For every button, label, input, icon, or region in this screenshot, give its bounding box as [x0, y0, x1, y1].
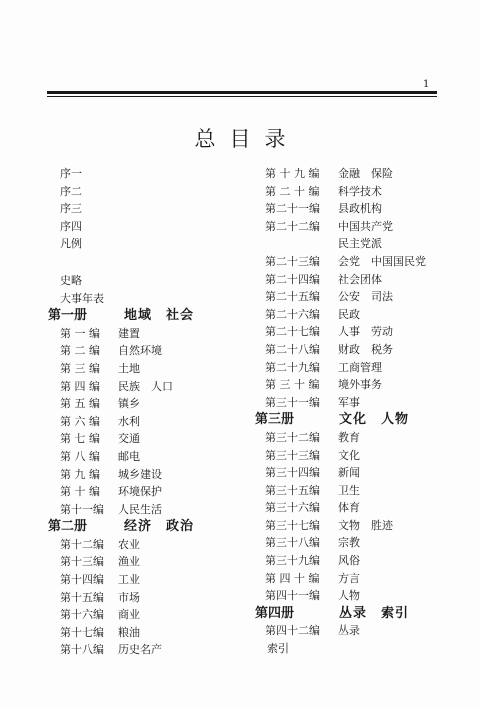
entry-title: 金融 保险: [338, 167, 393, 180]
entry-title: 体育: [338, 501, 360, 515]
toc-entry: [255, 517, 455, 535]
entry-title: 民族 人口: [118, 379, 173, 393]
entry-number: 第二十七编: [265, 325, 320, 339]
entry-title: 文化: [338, 448, 360, 462]
entry-number: 第三十八编: [265, 536, 320, 550]
toc-entry: [48, 200, 238, 218]
toc-right-column: [255, 165, 455, 658]
entry-number: 第三十七编: [265, 518, 320, 532]
toc-entry: [48, 483, 238, 501]
entry-title: 中国共产党: [338, 219, 393, 233]
toc-entry: [255, 429, 455, 447]
entry-title: 人民生活: [118, 502, 162, 516]
entry-number: 第三十六编: [265, 501, 320, 515]
entry-number: 第三十一编: [265, 395, 320, 409]
entry-title: 工商管理: [338, 360, 382, 374]
entry-number: 第 三 十 编: [265, 378, 320, 392]
volume-heading: [255, 411, 455, 429]
toc-entry: [48, 360, 238, 378]
entry-number: 第十八编: [60, 643, 104, 657]
entry-number: 第二十五编: [265, 290, 320, 304]
toc-entry: [48, 183, 238, 201]
entry-title: 渔业: [118, 555, 140, 569]
volume-label: 第四册: [255, 605, 295, 621]
toc-entry: [48, 395, 238, 413]
entry-number: 索引: [267, 642, 289, 656]
entry-number: 第 十 编: [60, 485, 100, 499]
toc-entry: [255, 394, 455, 412]
toc-entry: [255, 235, 455, 253]
toc-entry: [48, 165, 238, 183]
toc-entry: [255, 464, 455, 482]
volume-label: 第一册: [48, 308, 88, 324]
entry-number: 第二十六编: [265, 307, 320, 321]
entry-number: 第二十九编: [265, 360, 320, 374]
toc-entry: [48, 342, 238, 360]
toc-entry: [255, 534, 455, 552]
volume-title: 丛录 索引: [339, 605, 410, 621]
entry-number: 第十一编: [60, 502, 104, 516]
toc-entry: [255, 253, 455, 271]
entry-number: 凡例: [60, 237, 82, 251]
entry-number: 史略: [60, 273, 82, 287]
entry-number: 第 三 编: [60, 361, 100, 375]
entry-title: 方言: [338, 571, 360, 585]
entry-number: 第 十 九 编: [265, 167, 320, 180]
entry-number: 第 二 编: [60, 344, 100, 358]
toc-entry: [255, 218, 455, 236]
toc-entry: [255, 447, 455, 465]
entry-title: 宗教: [338, 536, 360, 550]
entry-title: 风俗: [338, 554, 360, 568]
entry-title: 公安 司法: [338, 290, 393, 304]
toc-entry: [255, 482, 455, 500]
volume-title: 文化 人物: [339, 412, 410, 428]
toc-entry: [255, 200, 455, 218]
entry-title: 农业: [118, 537, 140, 551]
entry-title: 自然环境: [118, 344, 162, 358]
toc-entry: [255, 306, 455, 324]
entry-number: 第三十三编: [265, 448, 320, 462]
toc-entry: [255, 622, 455, 640]
volume-heading: [255, 605, 455, 623]
header-rule-thin: [47, 96, 437, 97]
entry-number: 第二十四编: [265, 272, 320, 286]
toc-entry: [48, 413, 238, 431]
entry-number: 序四: [60, 219, 82, 233]
entry-title: 财政 税务: [338, 342, 393, 356]
entry-number: 第 六 编: [60, 414, 100, 428]
toc-entry: [255, 376, 455, 394]
toc-entry: [48, 589, 238, 607]
entry-title: 新闻: [338, 466, 360, 480]
entry-title: 境外事务: [338, 378, 382, 392]
toc-entry: [255, 587, 455, 605]
entry-number: 大事年表: [60, 291, 104, 305]
entry-title: 市场: [118, 590, 140, 604]
toc-entry: [255, 640, 455, 658]
toc-entry: [48, 501, 238, 519]
toc-entry: [255, 499, 455, 517]
entry-number: 第十三编: [60, 555, 104, 569]
entry-number: 第二十八编: [265, 342, 320, 356]
entry-number: 第十七编: [60, 625, 104, 639]
toc-entry: [48, 641, 238, 659]
toc-entry: [48, 218, 238, 236]
entry-title: 环境保护: [118, 485, 162, 499]
entry-title: 粮油: [118, 625, 140, 639]
toc-entry: [48, 272, 238, 290]
toc-entry: [255, 359, 455, 377]
toc-entry: [48, 235, 238, 253]
toc-entry: [48, 571, 238, 589]
entry-title: 建置: [118, 326, 140, 340]
entry-number: 第 五 编: [60, 397, 100, 411]
entry-number: 第三十九编: [265, 554, 320, 568]
entry-title: 卫生: [338, 483, 360, 497]
toc-entry: [255, 341, 455, 359]
entry-number: 第 七 编: [60, 432, 100, 446]
toc-entry: [255, 271, 455, 289]
volume-heading: [48, 307, 238, 325]
entry-number: 第三十四编: [265, 466, 320, 480]
entry-number: 第 二 十 编: [265, 184, 320, 198]
toc-entry: [48, 430, 238, 448]
entry-title: 民主党派: [338, 237, 382, 251]
entry-number: 第三十二编: [265, 430, 320, 444]
entry-number: 序一: [60, 167, 82, 180]
toc-entry: [48, 448, 238, 466]
volume-title: 经济 政治: [124, 519, 195, 535]
toc-left-column: [48, 165, 238, 659]
entry-title: 军事: [338, 395, 360, 409]
toc-entry: [255, 183, 455, 201]
toc-entry: [48, 553, 238, 571]
entry-number: 第 九 编: [60, 467, 100, 481]
volume-label: 第三册: [255, 412, 295, 428]
entry-title: 文物 胜迹: [338, 518, 393, 532]
toc-entry: [48, 466, 238, 484]
entry-title: 丛录: [338, 624, 360, 638]
toc-entry: [48, 378, 238, 396]
entry-title: 社会团体: [338, 272, 382, 286]
entry-number: 序三: [60, 202, 82, 216]
entry-title: 土地: [118, 361, 140, 375]
toc-entry: [48, 325, 238, 343]
volume-label: 第二册: [48, 519, 88, 535]
page-title: 总目录: [194, 127, 300, 151]
entry-number: 第十六编: [60, 608, 104, 622]
toc-entry: [48, 290, 238, 308]
entry-number: 序二: [60, 184, 82, 198]
entry-number: 第十四编: [60, 573, 104, 587]
entry-number: 第三十五编: [265, 483, 320, 497]
entry-number: 第四十二编: [265, 624, 320, 638]
entry-number: 第 八 编: [60, 449, 100, 463]
entry-number: 第 一 编: [60, 326, 100, 340]
volume-heading: [48, 518, 238, 536]
entry-title: 镇乡: [118, 397, 140, 411]
entry-title: 历史名产: [118, 643, 162, 657]
entry-title: 工业: [118, 573, 140, 587]
toc-entry: [48, 536, 238, 554]
header-rule-thick: [47, 91, 437, 94]
volume-title: 地域 社会: [124, 308, 195, 324]
entry-title: 民政: [338, 307, 360, 321]
entry-title: 人事 劳动: [338, 325, 393, 339]
toc-entry: [48, 624, 238, 642]
spacer: [48, 253, 238, 272]
toc-entry: [255, 165, 455, 183]
entry-title: 交通: [118, 432, 140, 446]
entry-title: 科学技术: [338, 184, 382, 198]
entry-number: 第 四 编: [60, 379, 100, 393]
entry-number: 第四十一编: [265, 589, 320, 603]
entry-title: 商业: [118, 608, 140, 622]
entry-title: 教育: [338, 430, 360, 444]
entry-title: 人物: [338, 589, 360, 603]
entry-title: 县政机构: [338, 202, 382, 216]
entry-title: 邮电: [118, 449, 140, 463]
toc-entry: [255, 552, 455, 570]
entry-number: 第十二编: [60, 537, 104, 551]
entry-title: 城乡建设: [118, 467, 162, 481]
entry-title: 会党 中国国民党: [338, 254, 426, 268]
entry-number: 第 四 十 编: [265, 571, 320, 585]
entry-title: 水利: [118, 414, 140, 428]
entry-number: 第十五编: [60, 590, 104, 604]
page-number: 1: [423, 79, 430, 90]
entry-number: 第二十三编: [265, 254, 320, 268]
entry-number: 第二十一编: [265, 202, 320, 216]
toc-entry: [255, 570, 455, 588]
toc-entry: [48, 606, 238, 624]
toc-entry: [255, 323, 455, 341]
toc-entry: [255, 288, 455, 306]
entry-number: 第二十二编: [265, 219, 320, 233]
